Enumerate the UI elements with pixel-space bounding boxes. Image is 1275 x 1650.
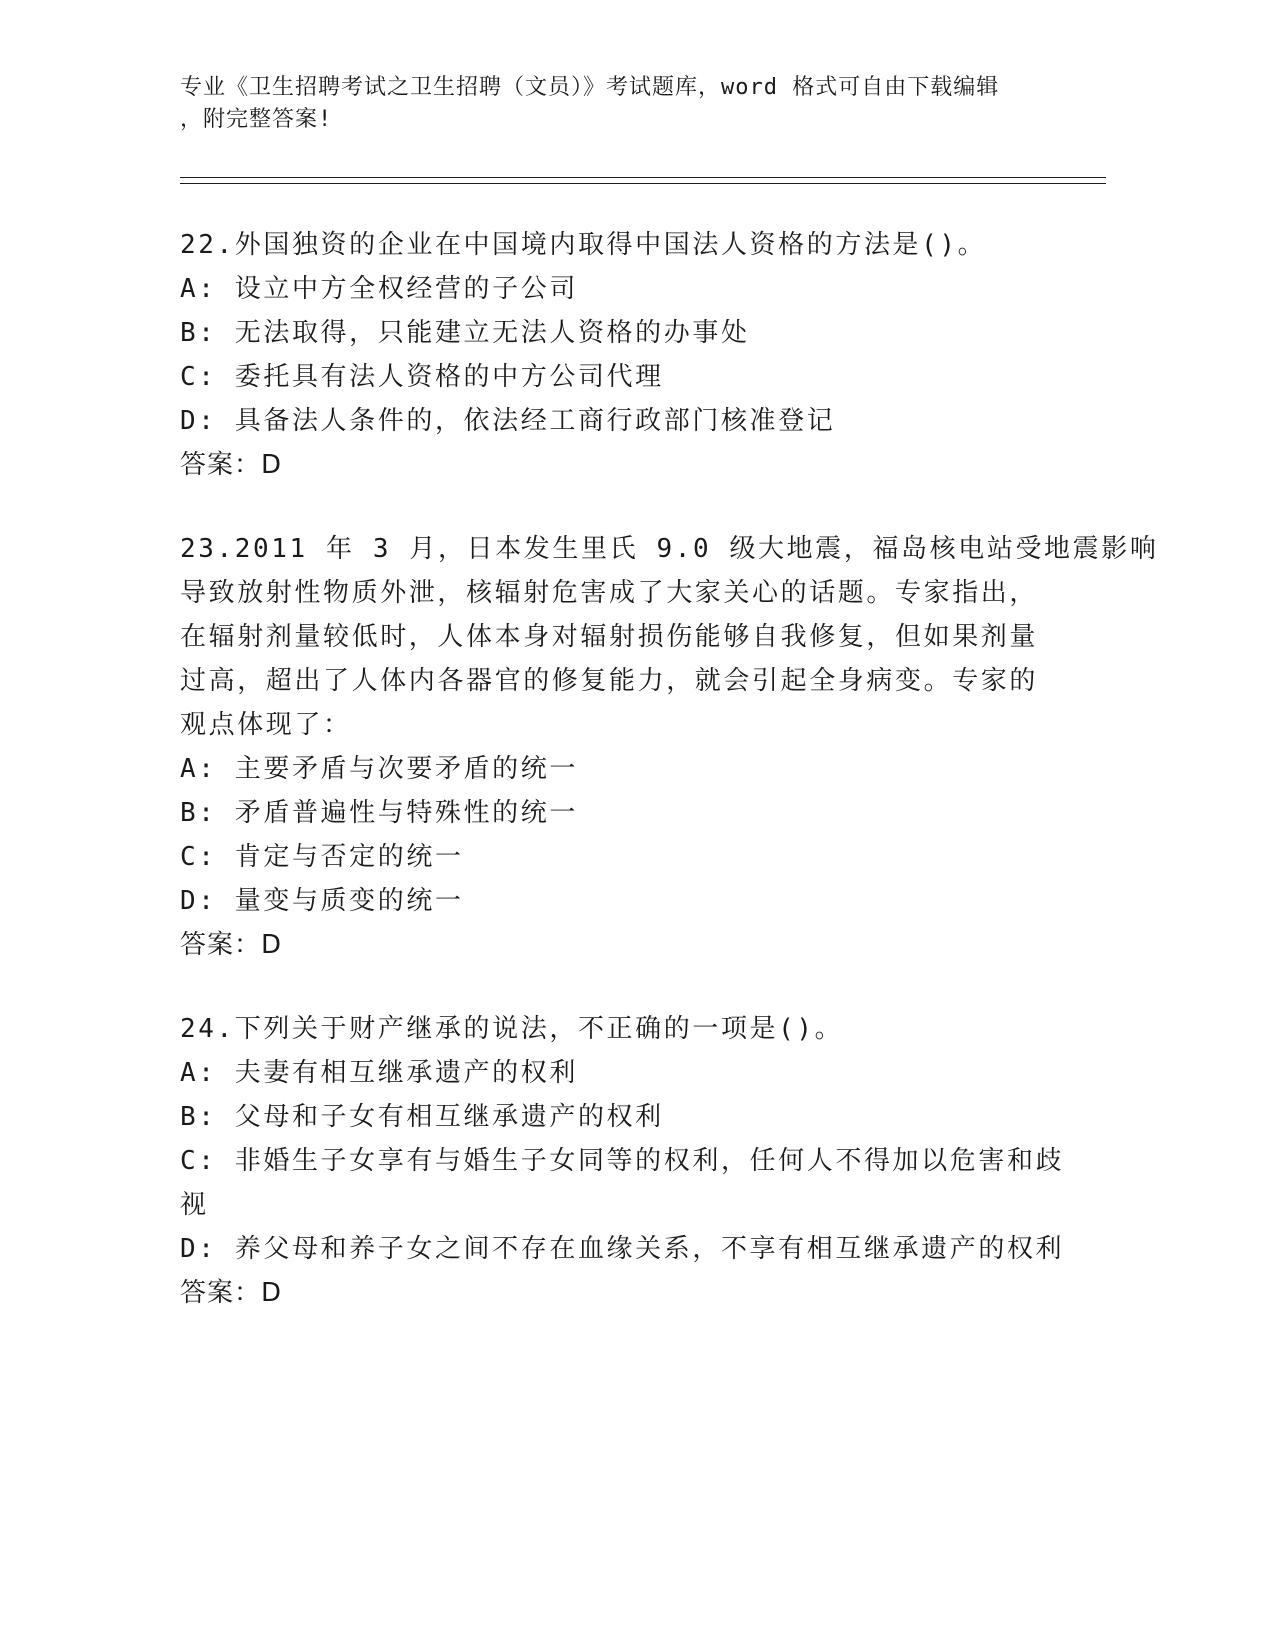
option-b: B: 父母和子女有相互继承遗产的权利 <box>180 1102 664 1132</box>
question-stem: 24.下列关于财产继承的说法，不正确的一项是()。 <box>180 1014 844 1044</box>
question-stem: 在辐射剂量较低时，人体本身对辐射损伤能够自我修复，但如果剂量 <box>180 622 1039 652</box>
answer-label: 答案：D <box>180 1278 283 1308</box>
option-b: B: 矛盾普遍性与特殊性的统一 <box>180 798 578 828</box>
answer-label: 答案：D <box>180 450 283 480</box>
question-23 <box>180 527 1159 967</box>
option-c: C: 肯定与否定的统一 <box>180 842 464 872</box>
option-d: D: 具备法人条件的，依法经工商行政部门核准登记 <box>180 406 836 436</box>
question-stem: 过高，超出了人体内各器官的修复能力，就会引起全身病变。专家的 <box>180 666 1039 696</box>
option-c: C: 非婚生子女享有与婚生子女同等的权利，任何人不得加以危害和歧 <box>180 1146 1065 1176</box>
header-line-1: 专业《卫生招聘考试之卫生招聘（文员）》考试题库，word 格式可自由下载编辑 <box>180 75 1000 100</box>
option-d: D: 量变与质变的统一 <box>180 886 464 916</box>
question-stem: 22.外国独资的企业在中国境内取得中国法人资格的方法是()。 <box>180 230 987 260</box>
question-stem: 导致放射性物质外泄，核辐射危害成了大家关心的话题。专家指出， <box>180 578 1039 608</box>
option-a: A: 设立中方全权经营的子公司 <box>180 274 578 304</box>
header-line-2: ，附完整答案! <box>180 107 333 132</box>
option-c: C: 委托具有法人资格的中方公司代理 <box>180 362 664 392</box>
header-double-rule <box>180 177 1106 184</box>
option-c-continued: 视 <box>180 1190 209 1220</box>
question-stem: 观点体现了： <box>180 710 352 740</box>
option-a: A: 夫妻有相互继承遗产的权利 <box>180 1058 578 1088</box>
question-24 <box>180 1007 1065 1315</box>
answer-label: 答案：D <box>180 930 283 960</box>
question-22 <box>180 223 1060 487</box>
document-header <box>180 72 1080 136</box>
question-stem: 23.2011 年 3 月，日本发生里氏 9.0 级大地震，福岛核电站受地震影响 <box>180 534 1159 564</box>
option-d: D: 养父母和养子女之间不存在血缘关系，不享有相互继承遗产的权利 <box>180 1234 1065 1264</box>
option-a: A: 主要矛盾与次要矛盾的统一 <box>180 754 578 784</box>
option-b: B: 无法取得，只能建立无法人资格的办事处 <box>180 318 750 348</box>
